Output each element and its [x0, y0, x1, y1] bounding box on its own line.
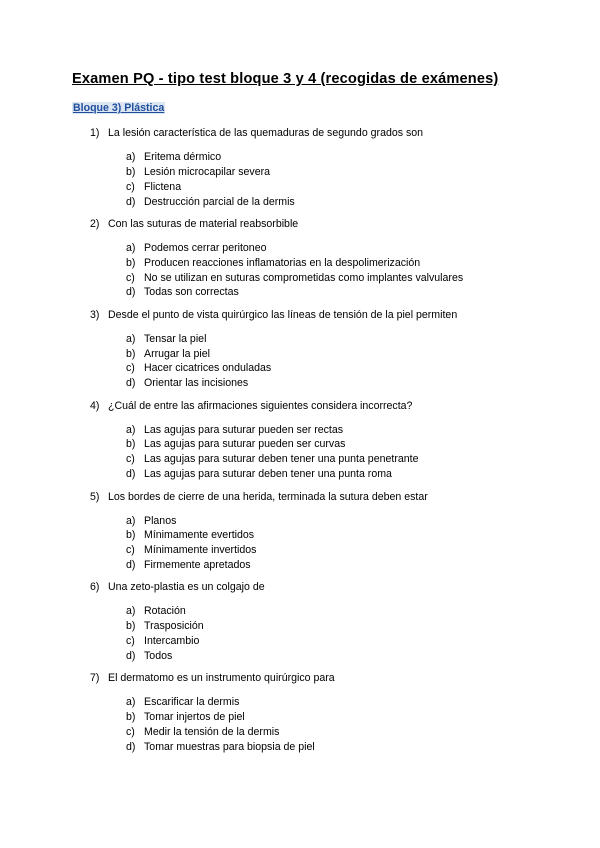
option-list — [90, 604, 570, 663]
option-letter: d) — [126, 468, 136, 481]
option-letter: c) — [126, 453, 135, 466]
option-list — [90, 150, 570, 209]
answer-option — [126, 634, 570, 649]
question-item — [90, 580, 570, 663]
option-letter: c) — [126, 180, 135, 193]
option-text: Intercambio — [144, 635, 200, 648]
question-text-row — [90, 490, 570, 505]
answer-option — [126, 514, 570, 529]
option-text: Planos — [144, 514, 177, 527]
option-letter: d) — [126, 649, 136, 662]
option-text: Escarificar la dermis — [144, 696, 240, 709]
answer-option — [126, 740, 570, 755]
option-letter: a) — [126, 423, 136, 436]
section-heading: Bloque 3) Plástica — [73, 102, 165, 114]
option-letter: c) — [126, 544, 135, 557]
answer-option — [126, 347, 570, 362]
answer-option — [126, 241, 570, 256]
option-list — [90, 695, 570, 754]
option-text: Todas son correctas — [144, 286, 239, 299]
answer-option — [126, 695, 570, 710]
question-item — [90, 490, 570, 573]
answer-option — [126, 467, 570, 482]
option-text: Todos — [144, 649, 173, 662]
question-number: 4) — [90, 399, 100, 412]
option-letter: c) — [126, 725, 135, 738]
question-item — [90, 399, 570, 482]
question-text: Con las suturas de material reabsorbible — [108, 217, 299, 230]
question-text: La lesión característica de las quemaduras de segundo grados son — [108, 127, 424, 139]
option-letter: a) — [126, 151, 136, 163]
option-letter: a) — [126, 332, 136, 345]
option-letter: b) — [126, 529, 136, 542]
answer-option — [126, 423, 570, 438]
option-text: Arrugar la piel — [144, 347, 210, 360]
question-item — [90, 671, 570, 754]
option-text: Lesión microcapilar severa — [144, 165, 271, 178]
option-text: Firmemente apretados — [144, 559, 251, 572]
answer-option — [126, 543, 570, 558]
question-number: 3) — [90, 308, 100, 321]
question-text-row — [90, 580, 570, 595]
option-letter: d) — [126, 559, 136, 572]
document-title: Examen PQ - tipo test bloque 3 y 4 (recogidas de exámenes) — [72, 71, 499, 87]
option-text: Producen reacciones inflamatorias en la despolimerización — [144, 256, 421, 269]
answer-option — [126, 604, 570, 619]
answer-option — [126, 619, 570, 634]
answer-option — [126, 271, 570, 286]
answer-option — [126, 256, 570, 271]
answer-option — [126, 180, 570, 195]
question-number: 6) — [90, 581, 100, 594]
option-letter: b) — [126, 256, 136, 269]
answer-option — [126, 150, 570, 165]
option-list — [90, 241, 570, 300]
option-text: Destrucción parcial de la dermis — [144, 195, 295, 208]
option-list — [90, 514, 570, 573]
option-letter: c) — [126, 362, 135, 375]
option-text: No se utilizan en suturas comprometidas como implantes valvulares — [144, 271, 464, 284]
answer-option — [126, 195, 570, 210]
answer-option — [126, 437, 570, 452]
answer-option — [126, 361, 570, 376]
question-number: 1) — [90, 127, 100, 139]
option-text: Las agujas para suturar pueden ser rectas — [144, 423, 344, 436]
option-text: Rotación — [144, 605, 186, 618]
option-text: Medir la tensión de la dermis — [144, 725, 280, 738]
answer-option — [126, 649, 570, 664]
answer-option — [126, 332, 570, 347]
option-text: Trasposición — [144, 620, 204, 633]
answer-option — [126, 710, 570, 725]
question-number: 5) — [90, 490, 100, 503]
answer-option — [126, 558, 570, 573]
answer-option — [126, 285, 570, 300]
option-text: Podemos cerrar peritoneo — [144, 241, 267, 254]
option-text: Las agujas para suturar deben tener una punta penetrante — [144, 453, 419, 466]
answer-option — [126, 452, 570, 467]
option-text: Tomar muestras para biopsia de piel — [144, 740, 315, 753]
option-letter: b) — [126, 438, 136, 451]
option-letter: a) — [126, 696, 136, 709]
option-text: Las agujas para suturar pueden ser curvas — [144, 438, 346, 451]
option-text: Las agujas para suturar deben tener una punta roma — [144, 468, 392, 481]
option-letter: b) — [126, 711, 136, 724]
question-text-row — [90, 308, 570, 323]
option-text: Hacer cicatrices onduladas — [144, 362, 272, 375]
option-letter: d) — [126, 286, 136, 299]
option-letter: a) — [126, 514, 136, 527]
question-item — [90, 217, 570, 300]
option-list — [90, 423, 570, 482]
answer-option — [126, 376, 570, 391]
question-text: Una zeto-plastia es un colgajo de — [108, 581, 265, 594]
question-text-row — [90, 399, 570, 414]
question-text-row — [90, 217, 570, 232]
option-letter: a) — [126, 605, 136, 618]
question-text-row — [90, 126, 570, 141]
option-text: Tomar injertos de piel — [144, 711, 245, 724]
option-letter: d) — [126, 377, 136, 390]
option-text: Mínimamente invertidos — [144, 544, 257, 557]
option-list — [90, 332, 570, 391]
question-item — [90, 126, 570, 209]
question-number: 7) — [90, 672, 100, 685]
question-number: 2) — [90, 217, 100, 230]
option-letter: d) — [126, 740, 136, 753]
option-letter: b) — [126, 347, 136, 360]
option-text: Eritema dérmico — [144, 151, 222, 163]
question-list — [90, 126, 570, 762]
option-letter: c) — [126, 271, 135, 284]
question-text: Desde el punto de vista quirúrgico las líneas de tensión de la piel permiten — [108, 308, 458, 321]
option-text: Orientar las incisiones — [144, 377, 249, 390]
option-letter: d) — [126, 195, 136, 208]
option-text: Flictena — [144, 180, 182, 193]
option-letter: a) — [126, 241, 136, 254]
answer-option — [126, 725, 570, 740]
option-text: Tensar la piel — [144, 332, 207, 345]
question-text: El dermatomo es un instrumento quirúrgico para — [108, 672, 335, 685]
option-letter: c) — [126, 635, 135, 648]
answer-option — [126, 528, 570, 543]
option-text: Mínimamente evertidos — [144, 529, 255, 542]
question-text: Los bordes de cierre de una herida, terminada la sutura deben estar — [108, 490, 428, 503]
option-letter: b) — [126, 620, 136, 633]
answer-option — [126, 165, 570, 180]
question-text: ¿Cuál de entre las afirmaciones siguientes considera incorrecta? — [108, 399, 413, 412]
option-letter: b) — [126, 165, 136, 178]
question-item — [90, 308, 570, 391]
question-text-row — [90, 671, 570, 686]
